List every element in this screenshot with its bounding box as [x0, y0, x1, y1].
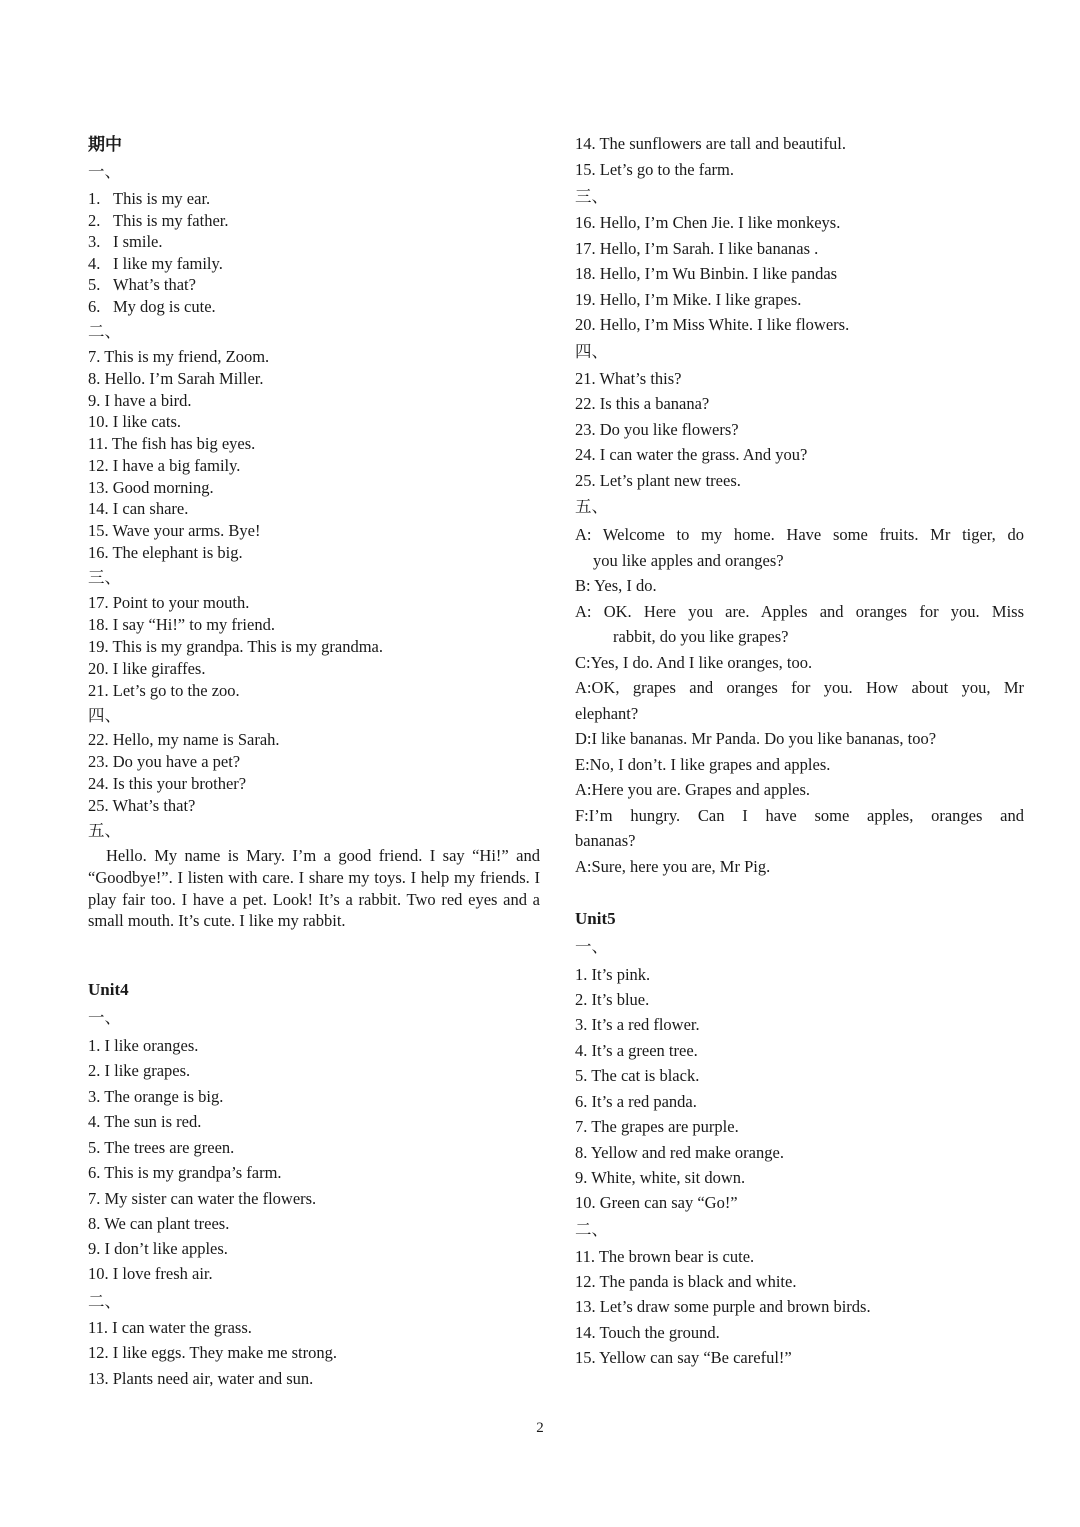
list-item: 4. I like my family. [88, 254, 223, 273]
list-item: 13. Let’s draw some purple and brown birds. [575, 1297, 871, 1316]
list-item: 20. I like giraffes. [88, 659, 206, 678]
list-item: 12. The panda is black and white. [575, 1272, 797, 1291]
list-item: 19. Hello, I’m Mike. I like grapes. [575, 290, 802, 309]
list-item: 3. It’s a red flower. [575, 1015, 700, 1034]
list-item: 13. Good morning. [88, 478, 214, 497]
list-item: 18. Hello, I’m Wu Binbin. I like pandas [575, 264, 838, 283]
unit5-heading: Unit5 [575, 909, 616, 928]
list-item: 8. We can plant trees. [88, 1214, 230, 1233]
list-item: 16. The elephant is big. [88, 543, 243, 562]
list-item: 5. The trees are green. [88, 1138, 235, 1157]
dialogue-line: A:OK, grapes and oranges for you. How about you, Mr [575, 678, 1024, 697]
list-item: 14. Touch the ground. [575, 1323, 720, 1342]
section-label: 五、 [575, 497, 608, 516]
list-item: 10. Green can say “Go!” [575, 1193, 738, 1212]
list-item: 23. Do you have a pet? [88, 752, 241, 771]
list-item: 7. My sister can water the flowers. [88, 1189, 317, 1208]
list-item: 12. I like eggs. They make me strong. [88, 1343, 337, 1362]
list-item: 22. Is this a banana? [575, 394, 710, 413]
dialogue-line: A:Here you are. Grapes and apples. [575, 780, 811, 799]
list-item: 23. Do you like flowers? [575, 420, 739, 439]
list-item: 6. It’s a red panda. [575, 1092, 697, 1111]
dialogue-line: C:Yes, I do. And I like oranges, too. [575, 652, 813, 672]
list-item: 5. What’s that? [88, 275, 196, 294]
list-item: 18. I say “Hi!” to my friend. [88, 615, 275, 634]
list-item: 24. Is this your brother? [88, 774, 247, 793]
dialogue-line: E:No, I don’t. I like grapes and apples. [575, 754, 831, 774]
page-number: 2 [536, 1420, 544, 1436]
list-item: 17. Hello, I’m Sarah. I like bananas . [575, 239, 819, 258]
list-item: 13. Plants need air, water and sun. [88, 1369, 314, 1388]
list-item: 21. Let’s go to the zoo. [88, 681, 240, 700]
section-label: 一、 [88, 1008, 121, 1027]
list-item: 14. I can share. [88, 499, 189, 518]
dialogue-line: elephant? [575, 703, 639, 723]
list-item: 10. I love fresh air. [88, 1264, 213, 1283]
list-item: 2. This is my father. [88, 211, 229, 230]
list-item: 22. Hello, my name is Sarah. [88, 730, 280, 749]
section-label: 二、 [88, 322, 121, 341]
section-label: 四、 [88, 706, 121, 725]
list-item: 15. Wave your arms. Bye! [88, 521, 261, 540]
list-item: 9. I don’t like apples. [88, 1239, 228, 1258]
list-item: 3. The orange is big. [88, 1087, 224, 1106]
list-item: 19. This is my grandpa. This is my grandma. [88, 637, 383, 656]
list-item: 7. This is my friend, Zoom. [88, 347, 270, 366]
list-item: 1. I like oranges. [88, 1036, 199, 1055]
list-item: 6. My dog is cute. [88, 297, 216, 316]
list-item: 9. I have a bird. [88, 391, 192, 410]
list-item: 21. What’s this? [575, 369, 682, 388]
list-item: 11. I can water the grass. [88, 1318, 252, 1337]
dialogue-line: B: Yes, I do. [575, 576, 657, 595]
section-label: 五、 [88, 821, 121, 840]
list-item: 15. Let’s go to the farm. [575, 160, 735, 179]
list-item: 6. This is my grandpa’s farm. [88, 1163, 282, 1182]
section-label: 一、 [88, 162, 121, 181]
dialogue-line: F:I’m hungry. Can I have some apples, oranges and [575, 805, 1024, 825]
dialogue-line: D:I like bananas. Mr Panda. Do you like bananas, too? [575, 729, 937, 748]
list-item: 25. Let’s plant new trees. [575, 471, 741, 490]
section-label: 三、 [88, 568, 121, 587]
list-item: 1. This is my ear. [88, 189, 211, 208]
list-item: 1. It’s pink. [575, 965, 651, 984]
list-item: 9. White, white, sit down. [575, 1168, 746, 1187]
dialogue-line: rabbit, do you like grapes? [613, 627, 789, 646]
list-item: 20. Hello, I’m Miss White. I like flowers. [575, 315, 850, 334]
list-item: 2. I like grapes. [88, 1061, 191, 1080]
dialogue-line: bananas? [575, 831, 636, 850]
dialogue-line: you like apples and oranges? [593, 550, 784, 570]
list-item: 17. Point to your mouth. [88, 593, 250, 612]
section-label: 三、 [575, 187, 608, 206]
dialogue-block [575, 522, 1024, 879]
list-item: 10. I like cats. [88, 412, 182, 431]
section-label: 四、 [575, 342, 608, 361]
dialogue-line: A: OK. Here you are. Apples and oranges for you. Miss [575, 601, 1024, 621]
reading-paragraph: Hello. My name is Mary. I’m a good friend. I say “Hi!” and “Goodbye!”. I listen with care. I share my toys. I help my friends. I play fair too. I have a pet. Look! It’s a rabbit. Two red eyes and a small mouth. It’s cute. I like my rabbit. [88, 846, 540, 931]
list-item: 8. Hello. I’m Sarah Miller. [88, 369, 264, 388]
list-item: 4. The sun is red. [88, 1112, 202, 1131]
dialogue-line: A:Sure, here you are, Mr Pig. [575, 856, 771, 876]
list-item: 3. I smile. [88, 232, 163, 251]
list-item: 25. What’s that? [88, 796, 196, 815]
list-item: 5. The cat is black. [575, 1066, 700, 1085]
section-label: 二、 [88, 1292, 121, 1311]
list-item: 14. The sunflowers are tall and beautiful. [575, 134, 846, 153]
section-label: 二、 [575, 1220, 608, 1239]
list-item: 4. It’s a green tree. [575, 1041, 698, 1060]
list-item: 7. The grapes are purple. [575, 1117, 739, 1136]
list-item: 11. The fish has big eyes. [88, 434, 256, 453]
list-item: 11. The brown bear is cute. [575, 1247, 755, 1266]
unit4-heading: Unit4 [88, 980, 129, 999]
list-item: 15. Yellow can say “Be careful!” [575, 1348, 792, 1367]
section-label: 一、 [575, 937, 608, 956]
list-item: 16. Hello, I’m Chen Jie. I like monkeys. [575, 213, 841, 232]
list-item: 12. I have a big family. [88, 456, 241, 475]
list-item: 24. I can water the grass. And you? [575, 445, 808, 464]
dialogue-line: A: Welcome to my home. Have some fruits. Mr tiger, do [575, 525, 1024, 544]
list-item: 2. It’s blue. [575, 990, 650, 1009]
list-item: 8. Yellow and red make orange. [575, 1143, 784, 1162]
midterm-heading: 期中 [88, 135, 122, 154]
